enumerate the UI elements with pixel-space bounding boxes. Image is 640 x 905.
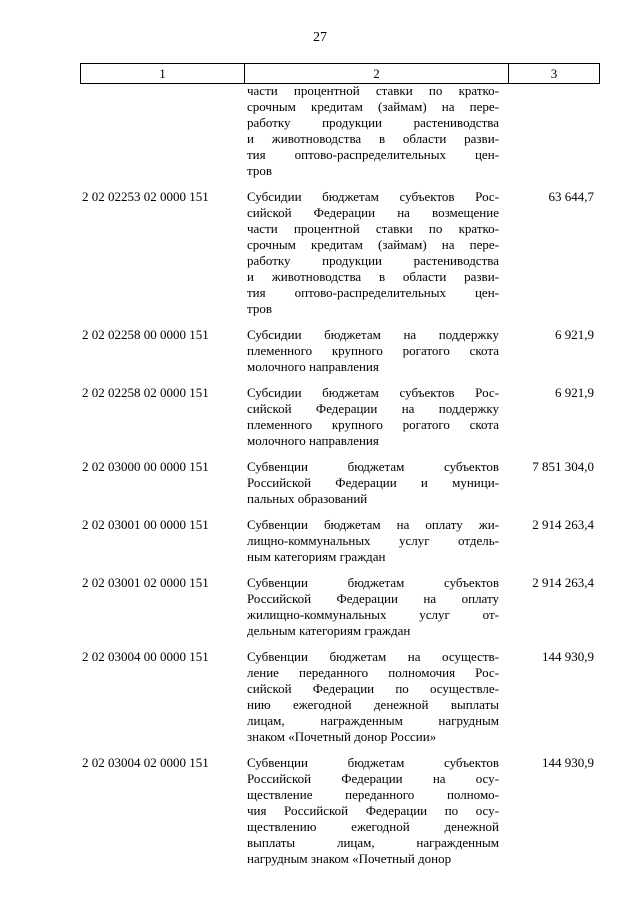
table-row [80, 517, 600, 565]
description-line: нагрудным знаком «Почетный донор [247, 851, 452, 866]
table-row [80, 575, 600, 639]
description [247, 755, 499, 867]
description-line: дельным категориям граждан [247, 623, 411, 638]
header-col-1: 1 [81, 64, 245, 84]
description-line: ществление переданного полномо- [247, 787, 499, 802]
description-line: сийской Федерации на возмещение [247, 205, 499, 220]
table-row [80, 327, 600, 375]
description-line: тров [247, 301, 272, 316]
description [247, 327, 499, 375]
budget-code: 2 02 03001 02 0000 151 [82, 575, 209, 590]
description-line: Российской Федерации и муници- [247, 475, 499, 490]
description-line: работку продукции растениводства [247, 115, 499, 130]
description-line: тия оптово-распределительных цен- [247, 285, 499, 300]
budget-code: 2 02 03001 00 0000 151 [82, 517, 209, 532]
description-line: ление переданного полномочия Рос- [247, 665, 499, 680]
description-line: Субвенции бюджетам на осуществ- [247, 649, 499, 664]
amount: 6 921,9 [555, 385, 594, 400]
table-row [80, 459, 600, 507]
table-header [80, 63, 600, 84]
description-line: и животноводства в области разви- [247, 269, 499, 284]
description-line: ным категориям граждан [247, 549, 386, 564]
table-body [80, 83, 600, 877]
description-line: и животноводства в области разви- [247, 131, 499, 146]
description-line: лищно-коммунальных услуг отдель- [247, 533, 499, 548]
description-line: Субсидии бюджетам субъектов Рос- [247, 189, 499, 204]
description-line: Субсидии бюджетам субъектов Рос- [247, 385, 499, 400]
description-line: ществлению ежегодной денежной [247, 819, 499, 834]
description-line: части процентной ставки по кратко- [247, 221, 499, 236]
description-line: тия оптово-распределительных цен- [247, 147, 499, 162]
description-line: пальных образований [247, 491, 368, 506]
table-row [80, 83, 600, 179]
budget-code: 2 02 02258 02 0000 151 [82, 385, 209, 400]
description-line: выплаты лицам, награжденным [247, 835, 499, 850]
description-line: Субвенции бюджетам субъектов [247, 755, 499, 770]
description-line: чия Российской Федерации по осу- [247, 803, 499, 818]
description-line: срочным кредитам (займам) на пере- [247, 99, 499, 114]
budget-code: 2 02 02258 00 0000 151 [82, 327, 209, 342]
amount: 63 644,7 [548, 189, 594, 204]
description-line: сийской Федерации на поддержку [247, 401, 499, 416]
description-line: срочным кредитам (займам) на пере- [247, 237, 499, 252]
header-col-3: 3 [509, 64, 600, 84]
budget-code: 2 02 03000 00 0000 151 [82, 459, 209, 474]
description-line: жилищно-коммунальных услуг от- [247, 607, 499, 622]
table-row [80, 385, 600, 449]
description [247, 385, 499, 449]
description-line: Российской Федерации на оплату [247, 591, 499, 606]
description-line: Субсидии бюджетам на поддержку [247, 327, 499, 342]
description-line: молочного направления [247, 433, 379, 448]
description-line: работку продукции растениводства [247, 253, 499, 268]
budget-code: 2 02 03004 00 0000 151 [82, 649, 209, 664]
amount: 7 851 304,0 [532, 459, 594, 474]
amount: 2 914 263,4 [532, 517, 594, 532]
table-row [80, 755, 600, 867]
description-line: Субвенции бюджетам субъектов [247, 575, 499, 590]
description-line: племенного крупного рогатого скота [247, 343, 499, 358]
description [247, 459, 499, 507]
description [247, 189, 499, 317]
amount: 144 930,9 [542, 649, 594, 664]
budget-code: 2 02 02253 02 0000 151 [82, 189, 209, 204]
description-line: части процентной ставки по кратко- [247, 83, 499, 98]
description [247, 649, 499, 745]
description-line: Субвенции бюджетам на оплату жи- [247, 517, 499, 532]
header-col-2: 2 [245, 64, 509, 84]
amount: 6 921,9 [555, 327, 594, 342]
description-line: нию ежегодной денежной выплаты [247, 697, 499, 712]
page-number: 27 [313, 30, 327, 45]
description [247, 575, 499, 639]
description-line: лицам, награжденным нагрудным [247, 713, 499, 728]
description-line: Субвенции бюджетам субъектов [247, 459, 499, 474]
description [247, 83, 499, 179]
description-line: Российской Федерации на осу- [247, 771, 499, 786]
table-row [80, 189, 600, 317]
amount: 2 914 263,4 [532, 575, 594, 590]
amount: 144 930,9 [542, 755, 594, 770]
description-line: тров [247, 163, 272, 178]
description [247, 517, 499, 565]
description-line: знаком «Почетный донор России» [247, 729, 437, 744]
budget-code: 2 02 03004 02 0000 151 [82, 755, 209, 770]
description-line: племенного крупного рогатого скота [247, 417, 499, 432]
description-line: молочного направления [247, 359, 379, 374]
table-row [80, 649, 600, 745]
description-line: сийской Федерации по осуществле- [247, 681, 499, 696]
